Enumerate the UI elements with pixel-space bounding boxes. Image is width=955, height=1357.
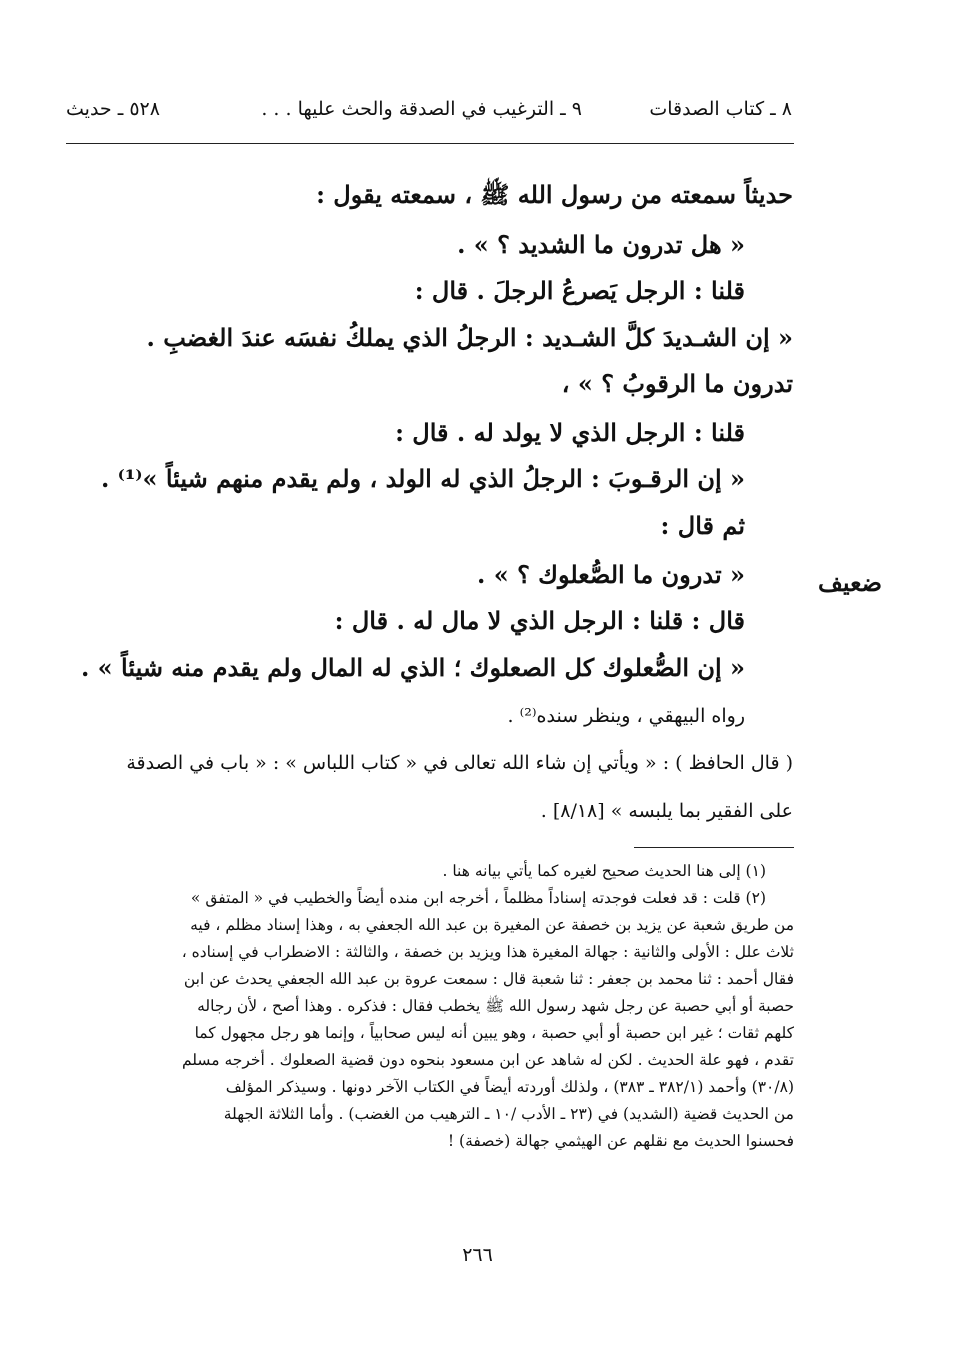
- body-line-8: ثم قال :: [660, 511, 745, 540]
- footnote-2-line: (٣٠/٨) وأحمد (٣٨٢/١ ـ ٣٨٣) ، ولذلك أوردته أيضاً في الكتاب الآخر دونها . وسيذكر المؤلف: [225, 1078, 794, 1096]
- footnote-1: (١) إلى هنا الحديث صحيح لغيره كما يأتي بيانه هنا .: [442, 862, 766, 880]
- footnote-2-line: (٢) قلت : قد فعلت فوجدته إسناداً مظلماً ، أخرجه ابن منده أيضاً والخطيب في « المتفق »: [190, 889, 766, 907]
- body-line-7: « إن الرقـوبَ : الرجلُ الذي له الولد ، ولم يقدم منهم شيئاً »⁽¹⁾ .: [100, 464, 745, 493]
- page-number: ٢٦٦: [462, 1244, 493, 1266]
- footnote-2-line: كلهم ثقات ؛ غير ابن حصبة أو أبي حصبة ، وهو يبين أنه ليس صحابياً ، وإنما هو رجل مجهول كما: [194, 1024, 794, 1042]
- running-header: [66, 98, 792, 128]
- footnote-2-line: ثلاث علل : الأولى والثانية : جهالة المغيرة هذا ويزيد بن خصفة ، والثالثة : الاضطراب في إسناده ،: [181, 943, 794, 961]
- body-line-1: حديثاً سمعته من رسول الله ﷺ ، سمعته يقول :: [316, 180, 793, 209]
- hafiz-line-1: ( قال الحافظ ) : « ويأتي إن شاء الله تعالى في « كتاب اللباس » : « باب في الصدقة: [126, 752, 793, 774]
- narration-line: رواه البيهقي ، وينظر سنده⁽²⁾ .: [507, 705, 745, 727]
- footnote-2-line: فحسنوا الحديث مع نقلهم عن الهيثمي جهالة (خصفة) !: [447, 1132, 794, 1150]
- body-line-6: قلنا : الرجل الذي لا يولد له . قال :: [395, 418, 745, 447]
- body-line-10: قال : قلنا : الرجل الذي لا مال له . قال :: [334, 606, 745, 635]
- header-hadith-number: ٥٢٨ ـ حديث: [66, 98, 160, 120]
- footnotes: [66, 858, 794, 1155]
- footnote-2-line: من الحديث قضية (الشديد) في (٢٣ ـ الأدب /١٠ ـ الترهيب من الغضب) . وأما الثلاثة الجهلة: [223, 1105, 794, 1123]
- footnote-2-line: فقال أحمد : ثنا محمد بن جعفر : ثنا شعبة قال : سمعت عروة بن عبد الله الجعفي يحدث عن ابن: [183, 970, 794, 988]
- body-line-2: « هل تدرون ما الشديد ؟ » .: [457, 230, 745, 259]
- header-rule: [66, 143, 794, 144]
- footnote-rule: [634, 847, 794, 848]
- footnote-2-line: حصبة أو أبي حصبة عن رجل شهد رسول الله ﷺ يخطب فقال : فذكره . وهذا أصح ، لأن رجاله: [197, 997, 794, 1015]
- body-line-3: قلنا : الرجل يَصرعُ الرجلَ . قال :: [414, 276, 745, 305]
- header-chapter: ٨ ـ كتاب الصدقات: [649, 98, 792, 120]
- hafiz-line-2: على الفقير بما يلبسه » [٨/١٨] .: [540, 800, 793, 822]
- grading-label: ضعيف: [818, 568, 883, 597]
- footnote-2-line: من طريق شعبة عن يزيد بن خصفة عن المغيرة بن عبد الله الجعفي به ، وهذا إسناد مظلم ، فيه: [190, 916, 794, 934]
- body-line-11: « إن الصُّعلوك كل الصعلوك ؛ الذي له المال ولم يقدم منه شيئاً » .: [80, 653, 745, 682]
- body-line-5: تدرون ما الرقوبُ ؟ » ،: [561, 369, 793, 398]
- body-line-9: « تدرون ما الصُّعلوك ؟ » .: [477, 560, 745, 589]
- footnote-2-line: تقدم ، فهو علة الحديث . لكن له شاهد عن ابن مسعود بنحوه دون قضية الصعلوك . أخرجه مسلم: [181, 1051, 794, 1069]
- body-line-4: « إن الشـديدَ كلَّ الشـديد : الرجلُ الذي يملكُ نفسَه عندَ الغضبِ .: [146, 323, 793, 352]
- header-section: ٩ ـ الترغيب في الصدقة والحث عليها . . .: [261, 98, 582, 120]
